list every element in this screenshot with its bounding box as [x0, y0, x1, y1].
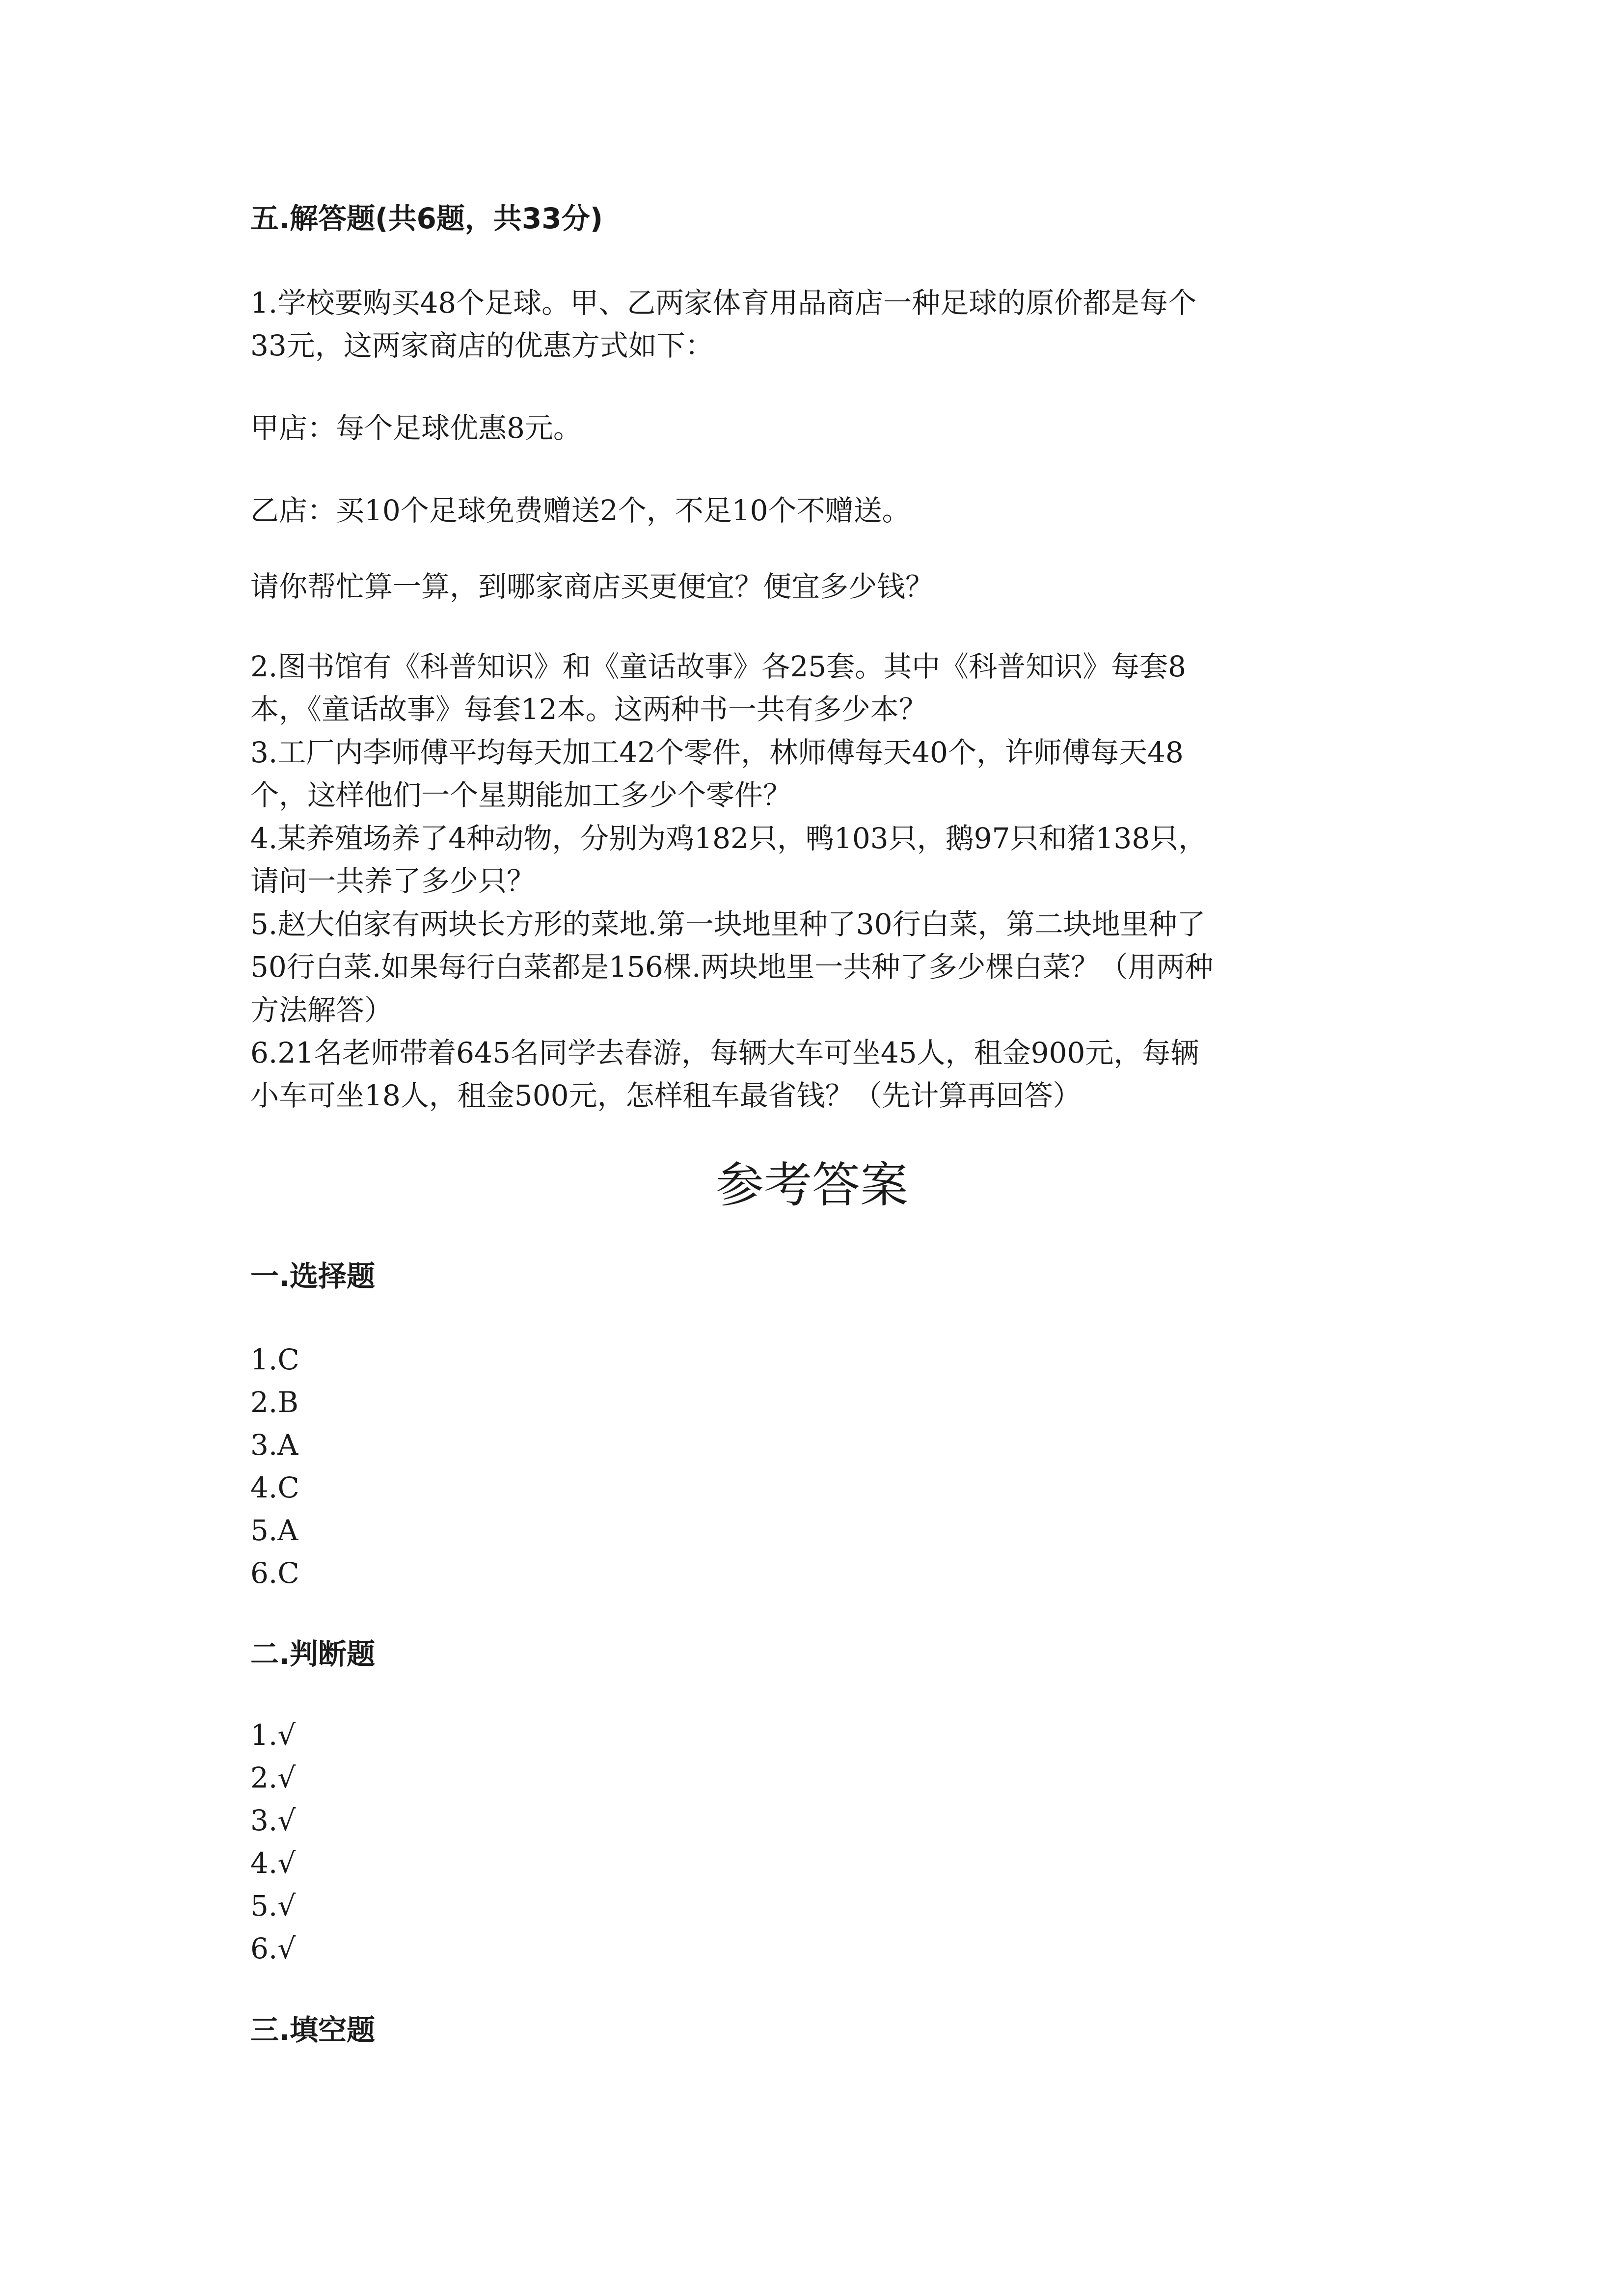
q4-line2: 请问一共养了多少只？ [250, 864, 536, 898]
answer-item: 1.C [250, 1343, 299, 1376]
answers-section2-heading: 二.判断题 [250, 1637, 376, 1671]
q5-line3: 方法解答） [250, 993, 393, 1027]
answer-item: 1.√ [250, 1718, 296, 1752]
q6-line2: 小车可坐18人，租金500元，怎样租车最省钱？（先计算再回答） [250, 1079, 1082, 1112]
q2-line1: 2.图书馆有《科普知识》和《童话故事》各25套。其中《科普知识》每套8 [250, 650, 1187, 683]
answer-item: 3.√ [250, 1804, 296, 1837]
answer-item: 6.C [250, 1556, 299, 1590]
answer-item: 4.√ [250, 1846, 296, 1880]
q6-line1: 6.21名老师带着645名同学去春游，每辆大车可坐45人，租金900元，每辆 [250, 1036, 1199, 1069]
q1-line1: 1.学校要购买48个足球。甲、乙两家体育用品商店一种足球的原价都是每个 [250, 286, 1197, 320]
q1-question: 请你帮忙算一算，到哪家商店买更便宜？便宜多少钱？ [250, 570, 934, 603]
q1-shop-b: 乙店：买10个足球免费赠送2个，不足10个不赠送。 [250, 494, 911, 527]
q2-line2: 本，《童话故事》每套12本。这两种书一共有多少本？ [250, 693, 927, 726]
answer-item: 4.C [250, 1471, 299, 1504]
answers-section1-heading: 一.选择题 [250, 1259, 376, 1293]
section5-heading: 五.解答题(共6题，共33分) [250, 202, 603, 235]
answer-item: 6.√ [250, 1932, 296, 1965]
q4-line1: 4.某养殖场养了4种动物，分别为鸡182只，鸭103只，鹅97只和猪138只， [250, 822, 1207, 855]
q1-shop-a: 甲店：每个足球优惠8元。 [250, 411, 582, 445]
q1-line2: 33元，这两家商店的优惠方式如下： [250, 329, 714, 362]
q5-line1: 5.赵大伯家有两块长方形的菜地.第一块地里种了30行白菜，第二块地里种了 [250, 908, 1206, 941]
answer-item: 3.A [250, 1428, 298, 1462]
answer-item: 2.B [250, 1386, 298, 1419]
answers-section3-heading: 三.填空题 [250, 2013, 376, 2047]
q3-line2: 个，这样他们一个星期能加工多少个零件？ [250, 778, 792, 812]
q5-line2: 50行白菜.如果每行白菜都是156棵.两块地里一共种了多少棵白菜？（用两种 [250, 950, 1214, 984]
answer-item: 5.A [250, 1514, 298, 1547]
answer-item: 5.√ [250, 1889, 296, 1922]
answer-item: 2.√ [250, 1761, 296, 1794]
q3-line1: 3.工厂内李师傅平均每天加工42个零件，林师傅每天40个，许师傅每天48 [250, 736, 1184, 769]
answers-title: 参考答案 [715, 1157, 908, 1213]
